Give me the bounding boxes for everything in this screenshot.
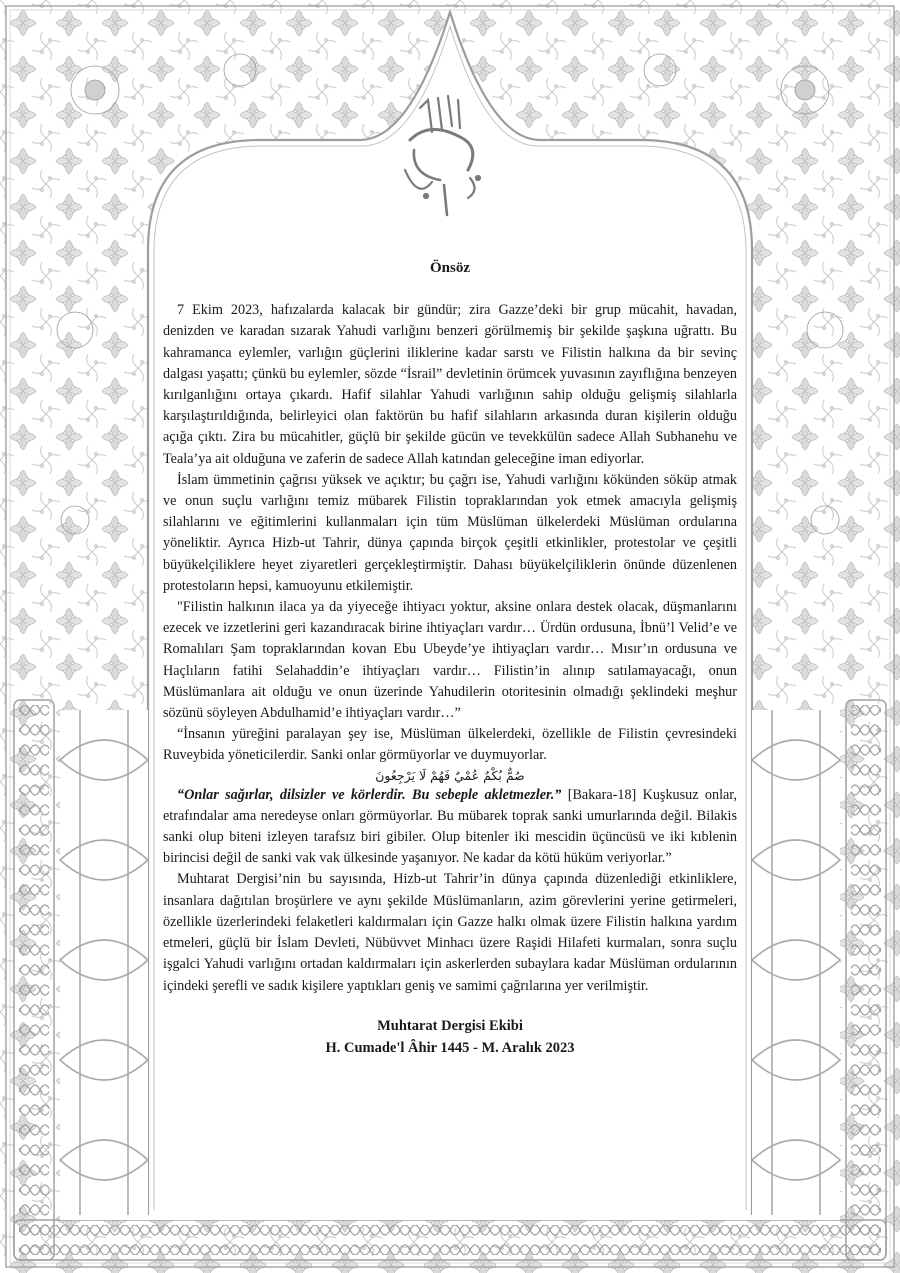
signature-block: [163, 1015, 737, 1059]
verse-commentary: [Bakara-18] Kuşkusuz onlar, etrafındalar ama neredeyse onları görmüyorlar. Bu mübarek toprak sanki umurlarında değil. Bilakis sanki olup biteni izleyen tarafsız biri gibiler. Olup bitenler iki mescidin üçüncüsü ve iki kıblenin birincisi değil de sanki vak vak ülkesinde yaşanıyor. Ne kadar da kötü hüküm veriyorlar.”: [163, 786, 738, 867]
arabic-verse: صُمٌّ بُكْمٌ عُمْيٌ فَهُمْ لَا يَرْجِعُونَ: [375, 767, 525, 783]
basmala-calligraphy: [405, 96, 480, 215]
signature-date: H. Cumade'l Âhir 1445 - M. Aralık 2023: [325, 1039, 575, 1056]
paragraph-call: İslam ümmetinin çağrısı yüksek ve açıktır; bu çağrı ise, Yahudi varlığını kökünden söküp atmak ve onun suçlu varlığını temiz mübarek Filistin topraklarından yok etmek amacıyla gelişmiş silahlarını ve eğitimlerini kullanmaları için tüm Müslüman ülkelerdeki Müslüman ordularına yöneliktir. Ayrıca Hizb-ut Tahrir, dünya çapında birçok çeşitli etkinlikler, protestolar ve çeşitli büyükelçiliklere heyet ziyaretleri gerçekleştirmiştir. Dahası büyükelçiliklerin önünde düzenlenen protestoların hepsi, kamuoyunu etkilemiştir.: [163, 471, 737, 594]
paragraph-intro: 7 Ekim 2023, hafızalarda kalacak bir gündür; zira Gazze’deki bir grup mücahit, havadan, denizden ve karadan sızarak Yahudi varlığını benzeri görülmemiş bir şekilde şaşkına uğrattı. Bu kahramanca eylemler, varlığın güçlerini iliklerine kadar sarstı ve Filistin halkına da bir sevinç dalgası yaşattı; çünkü bu eylemler, sözde “İsrail” devletinin örümcek yuvasının zayıflığına benzeyen kırılganlığını ortaya çıkardı. Hafif silahlar Yahudi varlığının sahip olduğu gelişmiş silahlarla karşılaştırıldığında, belirleyici olan faktörün bu hafif silahların arkasında duran kişilerin olduğu açığa çıktı. Zira bu mücahitler, güçlü bir şekilde gücün ve tevekkülün sadece Allah Subhanehu ve Teala’ya ait olduğuna ve zaferin de sadece Allah katından geleceğine iman ediyorlar.: [163, 302, 737, 467]
page-title: Önsöz: [429, 260, 470, 276]
verse-translation-quote: “Onlar sağırlar, dilsizler ve körlerdir. Bu sebeple akletmezler.”: [177, 786, 562, 803]
paragraph-closing: Muhtarat Dergisi’nin bu sayısında, Hizb-ut Tahrir’in dünya çapında düzenlediği etkinliklere, insanlara dağıtılan broşürlere ve aynı şekilde Müslümanların, azim görevlerini yerine getirmeleri, özellikle üzerlerindeki felaketleri kaldırmaları için Gazze halkı olmak üzere Filistin halkına yardım etmeleri, güçlü bir İslam Devleti, Nübüvvet Minhacı üzere Raşidi Hilafeti kurmaları, sonra suçlu işgalci Yahudi varlığını ortadan kaldırmaları için askerlerden subaylara kadar Müslüman ordularının içindeki şerefli ve sadık kişilere yaptıkları geniş ve samimi çağrılarına yer verilmiştir.: [163, 871, 737, 994]
signature-team: Muhtarat Dergisi Ekibi: [377, 1017, 523, 1034]
paragraph-verse-translation: [163, 785, 737, 870]
paragraph-rulers: “İnsanın yüreğini paralayan şey ise, Müslüman ülkelerdeki, özellikle de Filistin çevresindeki Ruveybida yöneticilerdir. Sanki onlar görmüyorlar ve duymuyorlar.: [163, 726, 737, 764]
document-body: [163, 258, 737, 1059]
paragraph-quote: "Filistin halkının ilaca ya da yiyeceğe ihtiyacı yoktur, aksine onlara destek olacak, düşmanlarını ezecek ve izzetlerini geri kazandıracak birine ihtiyaçları vardır… Ürdün ordusuna, İbnü’l Velid’e ve Romalıları Şam topraklarından kovan Ebu Ubeyde’ye ihtiyaçları vardır… Mısır’ın ordusuna ve Haçlıların fatihi Selahaddin’e ihtiyaçları vardır… Filistin’in alınıp satılamayacağı, onun Müslümanlara ait olduğu ve onun üzerinde Yahudilerin otoritesinin olmadığı şeklindeki meşhur sözünü söyleyen Abdulhamid’e ihtiyaçları vardır…”: [163, 599, 737, 722]
